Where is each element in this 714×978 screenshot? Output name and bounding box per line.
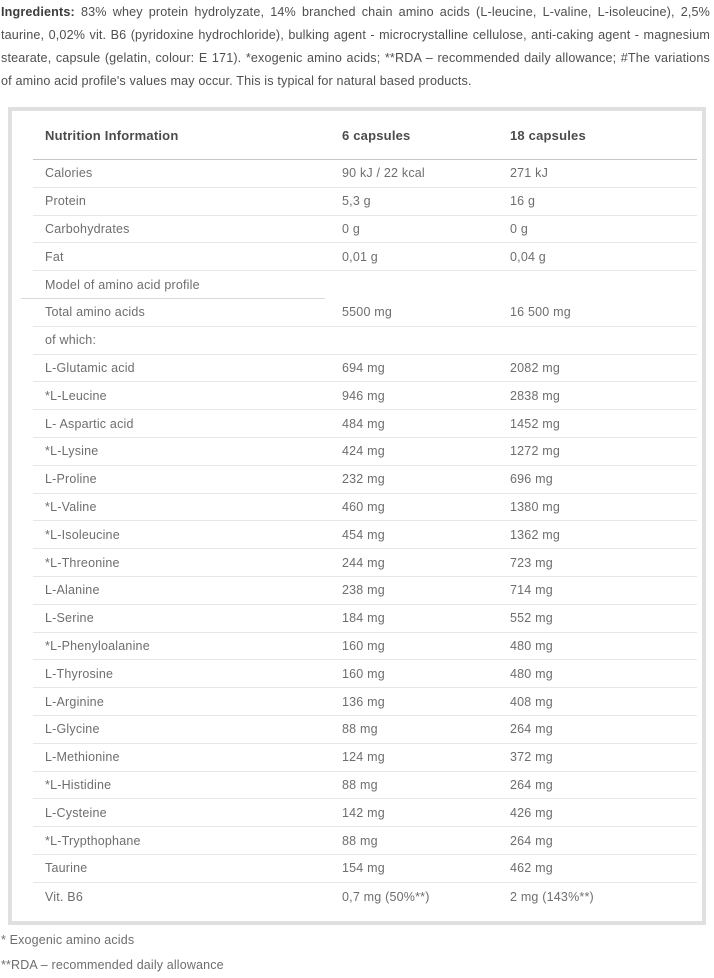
row-label: Vit. B6 — [45, 889, 83, 904]
row-label: Fat — [45, 249, 64, 264]
row-label: *L-Histidine — [45, 777, 112, 792]
row-value-6-capsules: 88 mg — [342, 833, 378, 848]
row-value-18-capsules: 264 mg — [510, 833, 553, 848]
row-label: Taurine — [45, 861, 88, 876]
table-row — [33, 466, 697, 494]
row-value-6-capsules: 184 mg — [342, 611, 385, 626]
row-value-18-capsules: 552 mg — [510, 611, 553, 626]
nutrition-table — [8, 107, 706, 925]
row-label: *L-Trypthophane — [45, 833, 141, 848]
row-value-6-capsules: 424 mg — [342, 444, 385, 459]
row-label: Calories — [45, 166, 93, 181]
row-label: L-Serine — [45, 611, 94, 626]
table-row — [33, 521, 697, 549]
footnote-rda: **RDA – recommended daily allowance — [1, 958, 224, 972]
table-body — [33, 160, 697, 911]
row-value-6-capsules: 154 mg — [342, 861, 385, 876]
table-row — [33, 577, 697, 605]
table-row — [33, 855, 697, 883]
row-label: L-Arginine — [45, 694, 104, 709]
table-row — [33, 188, 697, 216]
table-row — [33, 716, 697, 744]
row-value-6-capsules: 5500 mg — [342, 305, 393, 320]
row-value-18-capsules: 696 mg — [510, 472, 553, 487]
row-value-6-capsules: 88 mg — [342, 722, 378, 737]
row-value-6-capsules: 244 mg — [342, 555, 385, 570]
row-label: L-Thyrosine — [45, 666, 114, 681]
table-row — [33, 160, 697, 188]
row-label: L- Aspartic acid — [45, 416, 134, 431]
table-header-row — [33, 111, 697, 160]
table-row — [33, 271, 697, 299]
row-label: Protein — [45, 194, 87, 209]
ingredients-label: Ingredients: — [1, 5, 75, 19]
table-row — [33, 744, 697, 772]
row-value-6-capsules: 946 mg — [342, 388, 385, 403]
row-value-6-capsules: 238 mg — [342, 583, 385, 598]
row-value-18-capsules: 2082 mg — [510, 360, 561, 375]
row-value-18-capsules: 723 mg — [510, 555, 553, 570]
row-value-18-capsules: 480 mg — [510, 666, 553, 681]
row-value-18-capsules: 2838 mg — [510, 388, 561, 403]
table-row — [33, 494, 697, 522]
row-value-6-capsules: 0,01 g — [342, 249, 378, 264]
row-value-18-capsules: 0,04 g — [510, 249, 546, 264]
row-label: *L-Lysine — [45, 444, 99, 459]
header-6-capsules: 6 capsules — [342, 127, 411, 143]
row-label: L-Glycine — [45, 722, 100, 737]
header-nutrition-information: Nutrition Information — [45, 127, 179, 143]
row-value-18-capsules: 480 mg — [510, 638, 553, 653]
row-value-6-capsules: 232 mg — [342, 472, 385, 487]
row-value-6-capsules: 5,3 g — [342, 194, 371, 209]
row-value-18-capsules: 426 mg — [510, 805, 553, 820]
row-value-6-capsules: 694 mg — [342, 360, 385, 375]
row-label: Model of amino acid profile — [45, 278, 200, 293]
row-value-18-capsules: 462 mg — [510, 861, 553, 876]
row-value-18-capsules: 264 mg — [510, 722, 553, 737]
table-row — [33, 438, 697, 466]
row-label: Carbohydrates — [45, 221, 130, 236]
row-label: *L-Valine — [45, 499, 97, 514]
row-value-6-capsules: 460 mg — [342, 499, 385, 514]
row-value-6-capsules: 90 kJ / 22 kcal — [342, 166, 425, 181]
row-value-6-capsules: 124 mg — [342, 750, 385, 765]
row-value-6-capsules: 136 mg — [342, 694, 385, 709]
row-value-6-capsules: 160 mg — [342, 666, 385, 681]
row-label: L-Proline — [45, 472, 97, 487]
row-value-18-capsules: 1272 mg — [510, 444, 561, 459]
row-value-18-capsules: 372 mg — [510, 750, 553, 765]
row-label: *L-Leucine — [45, 388, 107, 403]
row-value-18-capsules: 0 g — [510, 221, 528, 236]
row-value-18-capsules: 1380 mg — [510, 499, 561, 514]
row-value-18-capsules: 408 mg — [510, 694, 553, 709]
table-row — [33, 605, 697, 633]
row-value-18-capsules: 2 mg (143%**) — [510, 889, 594, 904]
footnote-exogenic-amino-acids: * Exogenic amino acids — [1, 933, 135, 947]
row-label: *L-Threonine — [45, 555, 120, 570]
table-row — [33, 382, 697, 410]
table-row — [33, 549, 697, 577]
row-label: *L-Isoleucine — [45, 527, 120, 542]
row-label: *L-Phenyloalanine — [45, 638, 150, 653]
row-label: Total amino acids — [45, 305, 145, 320]
header-18-capsules: 18 capsules — [510, 127, 586, 143]
row-value-18-capsules: 1362 mg — [510, 527, 561, 542]
row-value-18-capsules: 16 500 mg — [510, 305, 571, 320]
table-row — [33, 327, 697, 355]
ingredients-paragraph — [1, 1, 710, 93]
table-row — [33, 883, 697, 911]
row-value-18-capsules: 264 mg — [510, 777, 553, 792]
table-row — [33, 299, 697, 327]
table-row — [33, 660, 697, 688]
row-value-6-capsules: 0 g — [342, 221, 360, 236]
row-label: L-Glutamic acid — [45, 360, 135, 375]
ingredients-text: 83% whey protein hydrolyzate, 14% branched chain amino acids (L-leucine, L-valine, L-isoleucine), 2,5% taurine, 0,02% vit. B6 (pyridoxine hydrochloride), bulking agent - microcrystalline cellulose, anti-caking agent - magnesium stearate, capsule (gelatin, colour: E 171). *exogenic amino acids; **RDA – recommended daily allowance; #The variations of amino acid profile's values may occur. This is typical for natural based products. — [1, 5, 710, 88]
row-value-18-capsules: 714 mg — [510, 583, 553, 598]
row-label: of which: — [45, 333, 97, 348]
table-row — [33, 243, 697, 271]
row-value-18-capsules: 271 kJ — [510, 166, 549, 181]
table-row — [33, 410, 697, 438]
row-label: L-Cysteine — [45, 805, 107, 820]
row-value-6-capsules: 0,7 mg (50%**) — [342, 889, 430, 904]
row-label: L-Methionine — [45, 750, 120, 765]
table-row — [33, 827, 697, 855]
row-value-6-capsules: 142 mg — [342, 805, 385, 820]
row-value-6-capsules: 484 mg — [342, 416, 385, 431]
table-row — [33, 216, 697, 244]
row-value-6-capsules: 160 mg — [342, 638, 385, 653]
table-row — [33, 772, 697, 800]
row-value-18-capsules: 1452 mg — [510, 416, 561, 431]
table-row — [33, 633, 697, 661]
table-row — [33, 688, 697, 716]
row-value-6-capsules: 454 mg — [342, 527, 385, 542]
row-value-6-capsules: 88 mg — [342, 777, 378, 792]
row-label: L-Alanine — [45, 583, 100, 598]
footnotes — [1, 928, 224, 978]
table-row — [33, 355, 697, 383]
row-value-18-capsules: 16 g — [510, 194, 536, 209]
table-row — [33, 799, 697, 827]
